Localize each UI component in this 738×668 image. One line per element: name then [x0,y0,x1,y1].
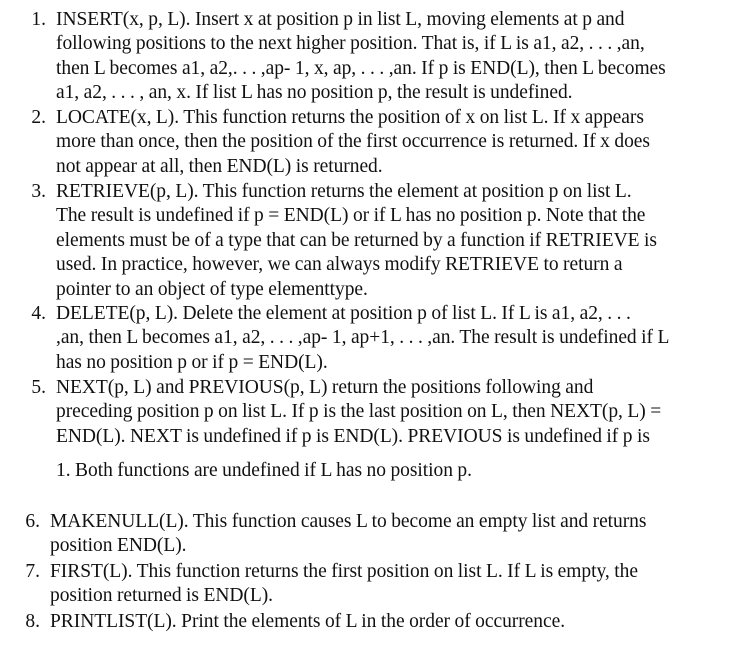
item-line: preceding position p on list L. If p is the last position on L, then NEXT(p, L) = [56,401,662,423]
item-text [56,106,650,179]
item-line: INSERT(x, p, L). Insert x at position p in list L, moving elements at p and [56,9,625,30]
item-line: The result is undefined if p = END(L) or if L has no position p. Note that the [56,205,646,227]
item-line: not appear at all, then END(L) is returned. [56,155,383,177]
item-line: LOCATE(x, L). This function returns the position of x on list L. If x appears [56,107,644,128]
item-line: ,an, then L becomes a1, a2, . . . ,ap- 1, ap+1, . . . ,an. The result is undefined if L [56,327,670,349]
item-line: PRINTLIST(L). Print the elements of L in the order of occurrence. [50,611,566,632]
item-number: 4. [31,303,46,324]
item-number: 7. [25,561,40,582]
item-number: 3. [31,181,46,202]
item-line: DELETE(p, L). Delete the element at position p of list L. If L is a1, a2, . . . [56,303,631,324]
item-line: position END(L). [50,535,187,557]
item-text [56,302,669,375]
item-line: used. In practice, however, we can always modify RETRIEVE to return a [56,254,623,276]
item-line: 1. Both functions are undefined if L has no position p. [56,460,472,482]
item-line: elements must be of a type that can be returned by a function if RETRIEVE is [56,229,657,251]
item-line: FIRST(L). This function returns the first position on list L. If L is empty, the [50,561,638,582]
item-text [50,510,646,559]
item-text [56,376,661,484]
item-number: 5. [31,377,46,398]
item-text [56,8,666,106]
item-line: MAKENULL(L). This function causes L to become an empty list and returns [50,511,647,532]
item-number: 1. [31,9,46,30]
item-line: has no position p or if p = END(L). [56,351,328,373]
item-number: 2. [31,107,46,128]
item-line: a1, a2, . . . , an, x. If list L has no position p, the result is undefined. [56,82,573,104]
item-line: pointer to an object of type elementtype. [56,278,368,300]
item-number: 6. [25,511,40,532]
item-line: END(L). NEXT is undefined if p is END(L). PREVIOUS is undefined if p is [56,425,650,447]
item-text [50,610,565,634]
item-line: RETRIEVE(p, L). This function returns the element at position p on list L. [56,181,632,202]
item-line: following positions to the next higher position. That is, if L is a1, a2, . . . ,an, [56,33,645,55]
item-number: 8. [25,611,40,632]
item-line: NEXT(p, L) and PREVIOUS(p, L) return the positions following and [56,377,594,398]
item-line: then L becomes a1, a2,. . . ,ap- 1, x, ap, . . . ,an. If p is END(L), then L becomes [56,57,666,79]
item-text [50,560,638,609]
item-line: more than once, then the position of the first occurrence is returned. If x does [56,131,650,153]
item-line: position returned is END(L). [50,585,273,607]
item-text [56,180,657,302]
